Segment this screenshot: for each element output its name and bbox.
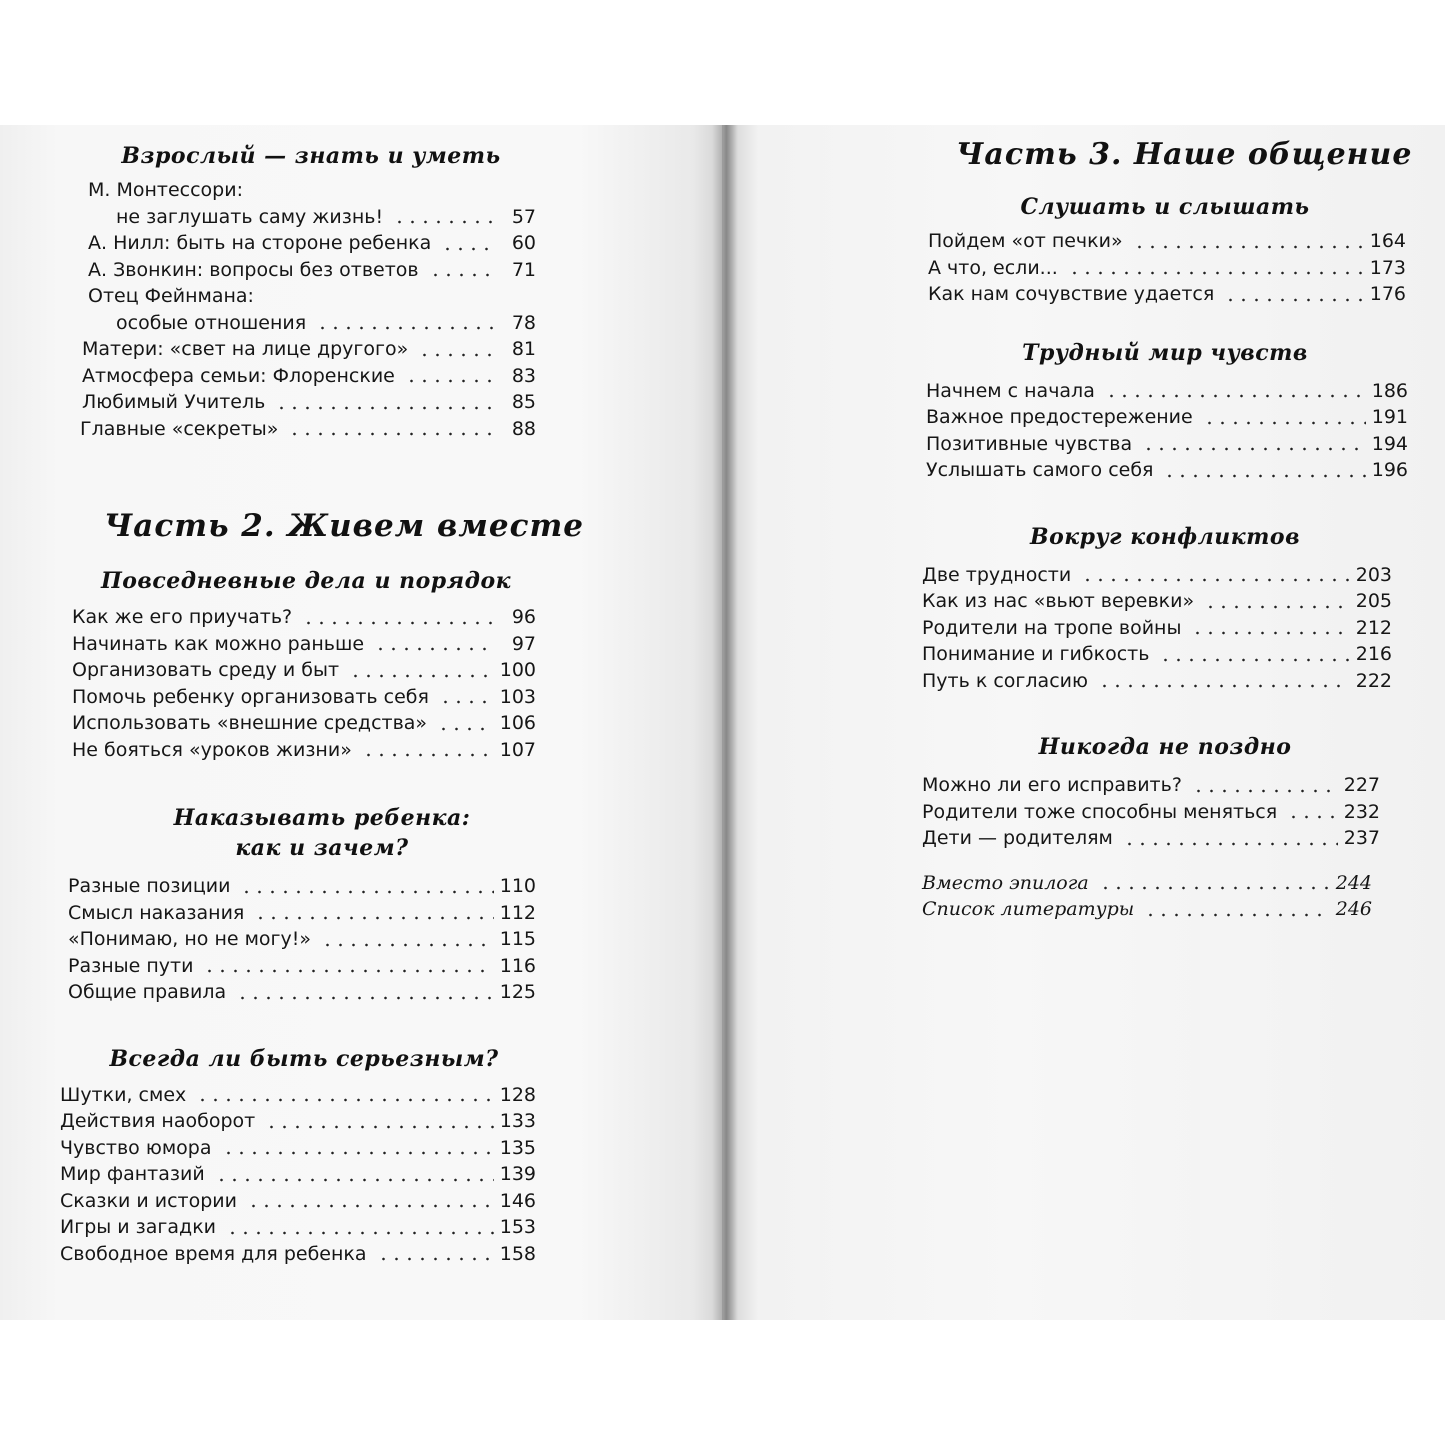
dot-leader	[247, 1204, 494, 1208]
page-number: 212	[1355, 616, 1392, 639]
toc-entry[interactable]	[68, 953, 536, 980]
section-title-punish	[56, 803, 536, 863]
dot-leader	[236, 996, 494, 1000]
page-number: 203	[1355, 563, 1392, 586]
dot-leader	[1159, 658, 1349, 662]
toc-entry-text: Главные «секреты»	[80, 417, 279, 440]
dot-leader	[393, 220, 496, 224]
toc-entry-text: Позитивные чувства	[926, 432, 1133, 455]
toc-back-matter	[922, 870, 1408, 923]
page-number: 97	[511, 632, 536, 655]
toc-entry-text: Понимание и гибкость	[922, 643, 1150, 665]
toc-entry[interactable]	[56, 389, 536, 416]
toc-entry[interactable]	[922, 562, 1392, 589]
toc-entry-text: Организовать среду и быт	[72, 659, 340, 681]
toc-entry[interactable]	[72, 710, 536, 737]
toc-entry-text: Вместо эпилога	[922, 871, 1089, 894]
toc-entry-text: Общие правила	[68, 981, 227, 1003]
toc-entry[interactable]	[922, 615, 1392, 642]
toc-entry-text: Помочь ребенку организовать себя	[72, 685, 429, 708]
page-number: 88	[511, 417, 536, 440]
toc-entry[interactable]	[926, 431, 1408, 458]
section-title-never-late: Никогда не поздно	[1038, 734, 1292, 760]
toc-entry[interactable]	[60, 1241, 536, 1268]
toc-entry-text: Свободное время для ребенка	[60, 1242, 367, 1265]
page-number: 173	[1369, 256, 1406, 279]
page-number: 158	[499, 1242, 536, 1265]
section-title-feelings: Трудный мир чувств	[1022, 339, 1308, 366]
toc-entry[interactable]	[60, 1214, 536, 1241]
toc-entry[interactable]	[60, 1161, 536, 1188]
toc-entry-text: Как нам сочувствие удается	[928, 283, 1215, 305]
toc-entry[interactable]	[928, 255, 1406, 282]
toc-entry[interactable]	[60, 1108, 536, 1135]
toc-list-listen	[922, 228, 1408, 308]
toc-entry[interactable]	[928, 281, 1406, 308]
toc-entry[interactable]	[56, 257, 536, 284]
toc-list-serious	[56, 1082, 536, 1268]
toc-entry[interactable]	[72, 631, 536, 658]
toc-entry-text: Путь к согласию	[922, 669, 1088, 692]
dot-leader	[437, 727, 494, 731]
page-number: 85	[511, 391, 536, 413]
page-number: 78	[511, 311, 536, 334]
page-number: 135	[499, 1136, 536, 1159]
dot-leader	[1142, 447, 1366, 451]
dot-leader	[316, 326, 496, 330]
toc-entry-text: Чувство юмора	[60, 1136, 212, 1159]
page-number: 107	[499, 738, 536, 761]
dot-leader	[1204, 605, 1350, 609]
toc-list-never-late	[922, 772, 1408, 852]
page-number: 237	[1343, 827, 1380, 849]
toc-entry[interactable]	[72, 684, 536, 711]
toc-entry[interactable]	[56, 363, 536, 390]
dot-leader	[1191, 631, 1349, 635]
page-number: 128	[499, 1083, 536, 1106]
section-title-listen: Слушать и слышать	[1020, 194, 1310, 220]
page-number: 133	[499, 1110, 536, 1132]
page-number: 100	[499, 659, 536, 681]
page-number: 232	[1343, 800, 1380, 823]
page-number: 110	[499, 875, 536, 897]
page-number: 246	[1335, 898, 1372, 920]
dot-leader	[377, 1257, 494, 1261]
page-number: 139	[499, 1163, 536, 1185]
page-number: 164	[1369, 230, 1406, 252]
page-number: 146	[499, 1189, 536, 1212]
section-title-adult: Взрослый — знать и уметь	[121, 143, 501, 169]
toc-entry[interactable]	[928, 228, 1406, 255]
page-number: 191	[1371, 406, 1408, 428]
dot-leader	[1099, 886, 1330, 890]
page-number: 205	[1355, 590, 1392, 612]
page-number: 106	[499, 712, 536, 734]
toc-entry-text: Матери: «свет на лице другого»	[82, 338, 409, 360]
toc-entry-text: Две трудности	[922, 563, 1072, 586]
dot-leader	[265, 1125, 494, 1129]
dot-leader	[254, 916, 493, 920]
toc-entry-text: Использовать «внешние средства»	[72, 712, 428, 734]
dot-leader	[275, 406, 496, 410]
dot-leader	[405, 379, 496, 383]
dot-leader	[1144, 913, 1329, 917]
page-number: 83	[511, 364, 536, 387]
toc-entry[interactable]	[926, 457, 1408, 484]
toc-entry[interactable]	[72, 737, 536, 764]
toc-entry-text: Дети — родителям	[922, 827, 1113, 849]
page-number: 57	[511, 205, 536, 228]
toc-list-conflicts	[922, 562, 1408, 695]
dot-leader	[418, 353, 496, 357]
dot-leader	[196, 1098, 493, 1102]
toc-entry-text: Родители на тропе войны	[922, 616, 1182, 639]
toc-entry-text: Смысл наказания	[68, 901, 245, 924]
part-3-title: Часть 3. Наше общение	[956, 137, 1413, 172]
dot-leader	[1287, 815, 1338, 819]
section-title-line: как и зачем?	[235, 835, 409, 861]
left-toc-column	[56, 135, 584, 1267]
toc-entry-text: Не бояться «уроков жизни»	[72, 738, 352, 761]
page-number: 60	[511, 232, 536, 254]
toc-entry-text: Любимый Учитель	[82, 391, 266, 413]
section-title-serious: Всегда ли быть серьезным?	[109, 1045, 499, 1072]
toc-entry[interactable]	[60, 1135, 536, 1162]
page-number: 222	[1355, 669, 1392, 692]
dot-leader	[240, 890, 493, 894]
toc-entry[interactable]	[922, 588, 1392, 615]
page-number: 244	[1335, 871, 1372, 894]
toc-entry-text: Как же его приучать?	[72, 606, 293, 628]
toc-entry-text: Действия наоборот	[60, 1110, 256, 1132]
toc-entry-text: А. Звонкин: вопросы без ответов	[88, 258, 419, 281]
section-title-line: Наказывать ребенка:	[173, 805, 471, 831]
dot-leader	[1081, 578, 1350, 582]
section-title-conflicts: Вокруг конфликтов	[1029, 523, 1301, 550]
toc-entry-text: Начнем с начала	[926, 379, 1095, 402]
dot-leader	[222, 1151, 494, 1155]
toc-entry[interactable]	[56, 283, 536, 336]
page-number: 115	[499, 928, 536, 950]
dot-leader	[1133, 245, 1364, 249]
toc-entry-text: Разные пути	[68, 954, 194, 977]
page-number: 176	[1369, 283, 1406, 305]
page-number: 112	[499, 901, 536, 924]
toc-entry-text: А. Нилл: быть на стороне ребенка	[88, 232, 432, 254]
book-gutter	[712, 125, 738, 1320]
toc-entry-text: Список литературы	[922, 898, 1135, 920]
dot-leader	[215, 1178, 494, 1182]
toc-entry[interactable]	[68, 926, 536, 953]
toc-entry-text: Сказки и истории	[60, 1189, 237, 1212]
toc-entry-text: Атмосфера семьи: Флоренские	[82, 364, 395, 387]
page-number: 153	[499, 1216, 536, 1238]
dot-leader	[288, 432, 496, 436]
toc-entry-text: Услышать самого себя	[926, 459, 1154, 481]
dot-leader	[1105, 394, 1366, 398]
dot-leader	[1098, 684, 1350, 688]
toc-entry[interactable]	[926, 378, 1408, 405]
page-number: 125	[499, 981, 536, 1003]
dot-leader	[1163, 474, 1365, 478]
part-2-title: Часть 2. Живем вместе	[104, 508, 584, 544]
toc-entry-text: Важное предостережение	[926, 406, 1193, 428]
toc-entry[interactable]	[56, 336, 536, 363]
toc-entry-text: Родители тоже способны меняться	[922, 800, 1278, 823]
toc-list-feelings	[922, 378, 1408, 484]
toc-entry[interactable]	[68, 979, 536, 1006]
toc-entry[interactable]	[922, 825, 1380, 852]
right-toc-column	[922, 135, 1413, 923]
page-number: 81	[511, 338, 536, 360]
toc-entry[interactable]	[68, 900, 536, 927]
toc-entry-epilogue[interactable]	[922, 870, 1372, 897]
dot-leader	[1123, 842, 1338, 846]
toc-entry[interactable]	[922, 668, 1392, 695]
dot-leader	[441, 247, 496, 251]
toc-entry-text: М. Монтессори:	[88, 179, 243, 201]
page-number: 103	[499, 685, 536, 708]
dot-leader	[439, 700, 494, 704]
toc-entry-text: Шутки, смех	[60, 1083, 187, 1106]
toc-entry-text: особые отношения	[116, 311, 307, 334]
toc-entry-text: А что, если...	[928, 256, 1058, 279]
toc-entry-text: Пойдем «от печки»	[928, 230, 1123, 252]
dot-leader	[1224, 298, 1363, 302]
toc-entry[interactable]	[72, 604, 536, 631]
toc-entry[interactable]	[60, 1082, 536, 1109]
toc-entry-text: Игры и загадки	[60, 1216, 217, 1238]
toc-list-punish	[56, 873, 536, 1006]
page-number: 71	[511, 258, 536, 281]
toc-entry-text: «Понимаю, но не могу!»	[68, 928, 312, 950]
page-number: 194	[1371, 432, 1408, 455]
toc-entry-text: Можно ли его исправить?	[922, 774, 1182, 796]
toc-entry[interactable]	[922, 799, 1380, 826]
toc-entry-text: Разные позиции	[68, 875, 231, 897]
toc-entry-bibliography[interactable]	[922, 896, 1372, 923]
toc-entry[interactable]	[72, 657, 536, 684]
dot-leader	[374, 647, 496, 651]
toc-entry[interactable]	[922, 772, 1380, 799]
page-number: 227	[1343, 774, 1380, 796]
toc-entry-text: Отец Фейнмана:	[88, 285, 254, 307]
toc-list-daily	[56, 604, 536, 763]
dot-leader	[362, 753, 494, 757]
page-number: 96	[511, 606, 536, 628]
toc-entry[interactable]	[68, 873, 536, 900]
dot-leader	[1203, 421, 1366, 425]
toc-entry[interactable]	[922, 641, 1392, 668]
toc-entry-text: Мир фантазий	[60, 1163, 205, 1185]
dot-leader	[429, 273, 496, 277]
dot-leader	[1192, 789, 1338, 793]
toc-entry-text: Начинать как можно раньше	[72, 632, 365, 655]
toc-entry[interactable]	[60, 1188, 536, 1215]
dot-leader	[1068, 271, 1364, 275]
dot-leader	[203, 969, 493, 973]
dot-leader	[226, 1231, 494, 1235]
dot-leader	[302, 621, 496, 625]
page-number: 216	[1355, 643, 1392, 665]
page-number: 186	[1371, 379, 1408, 402]
page-number: 116	[499, 954, 536, 977]
toc-entry-text: Как из нас «вьют веревки»	[922, 590, 1195, 612]
page-number: 196	[1371, 459, 1408, 481]
toc-entry[interactable]	[56, 230, 536, 257]
toc-entry[interactable]	[56, 416, 536, 443]
toc-entry[interactable]	[56, 177, 536, 230]
dot-leader	[349, 674, 494, 678]
toc-entry[interactable]	[926, 404, 1408, 431]
section-title-daily: Повседневные дела и порядок	[100, 568, 512, 594]
dot-leader	[321, 943, 494, 947]
toc-entry-text: не заглушать саму жизнь!	[116, 205, 384, 228]
